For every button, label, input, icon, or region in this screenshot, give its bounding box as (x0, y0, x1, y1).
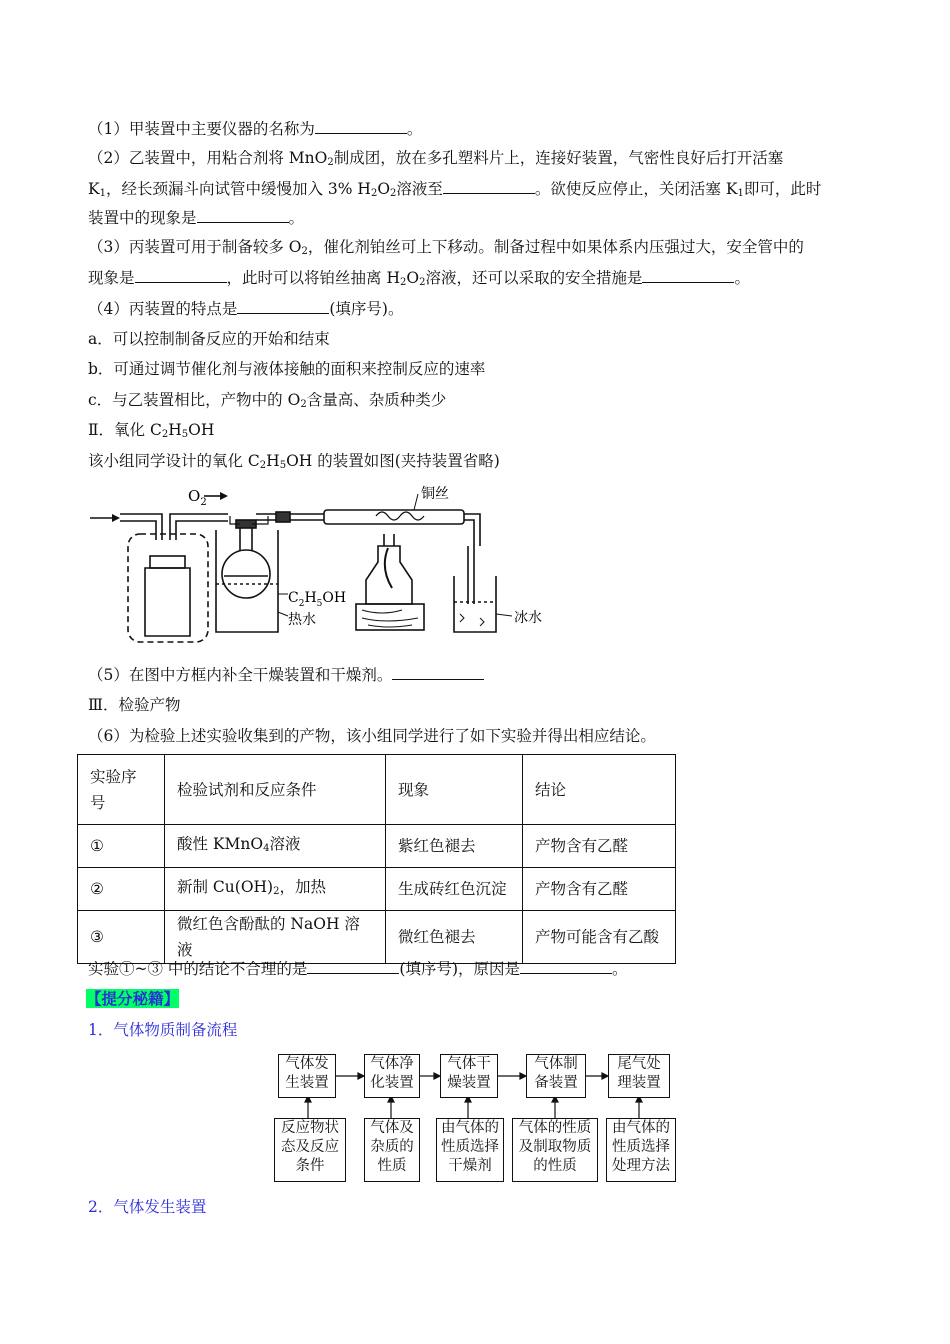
question-3-line-2: 现象是 ，此时可以将铂丝抽离 $H_2O_2$溶液，还可以采取的安全措施是 。 (88, 266, 750, 294)
tips-item-1: 1．气体物质制备流程 (88, 1021, 238, 1039)
flow-note-preparation: 气体的性质 及制取物质 的性质 (512, 1118, 598, 1182)
copper-wire-icon (376, 512, 424, 520)
ethanol-label: $C_2H_5OH$ (288, 590, 347, 609)
header-phenomenon: 现象 (386, 755, 523, 825)
drying-apparatus-box (128, 534, 208, 642)
question-6: （6）为检验上述实验收集到的产物，该小组同学进行了如下实验并得出相应结论。 (88, 727, 656, 745)
header-no: 实验序 号 (78, 755, 165, 825)
wood-block (356, 604, 424, 630)
apparatus-figure (88, 484, 568, 649)
question-1: （1）甲装置中主要仪器的名称为 。 (88, 117, 422, 140)
question-2-line-2: $K_1$，经长颈漏斗向试管中缓慢加入 3% $H_2O_2$溶液至 。欲使反应停止，关闭活塞 $K_1$即可，此时 (88, 177, 821, 205)
tips-item-2: 2．气体发生装置 (88, 1198, 207, 1216)
header-conclusion: 结论 (523, 755, 676, 825)
question-5: （5）在图中方框内补全干燥装置和干燥剂。 (88, 663, 484, 686)
hot-water-label: 热水 (288, 612, 316, 628)
table-header-row (78, 755, 676, 825)
question-6-followup: 实验①~③ 中的结论不合理的是 (填序号)，原因是 。 (88, 957, 628, 980)
tips-title: 【提分秘籍】 (86, 989, 180, 1008)
header-reagent: 检验试剂和反应条件 (165, 755, 386, 825)
answer-blank (315, 117, 407, 134)
gas-preparation-flow-diagram (268, 1048, 688, 1188)
option-c: c．与乙装置相比，产物中的 $O_2$含量高、杂质种类少 (88, 391, 447, 410)
answer-blank (135, 266, 227, 283)
flow-step-drying: 气体干 燥装置 (440, 1054, 498, 1098)
question-2-line-3: 装置中的现象是 。 (88, 206, 304, 229)
answer-blank (237, 297, 329, 314)
flow-step-preparation: 气体制 备装置 (526, 1054, 586, 1098)
flow-step-purification: 气体净 化装置 (364, 1054, 420, 1098)
flow-step-tail-gas: 尾气处 理装置 (608, 1054, 670, 1098)
answer-blank (642, 266, 734, 283)
section-2-title: Ⅱ．氧化 $C_2H_5OH$ (88, 421, 215, 440)
answer-blank (307, 957, 399, 974)
answer-blank (392, 663, 484, 680)
flow-note-generation: 反应物状 态及反应 条件 (274, 1118, 346, 1182)
flow-note-tail-gas: 由气体的 性质选择 处理方法 (606, 1118, 676, 1182)
question-3-line-1: （3）丙装置可用于制备较多 $O_2$，催化剂铂丝可上下移动。制备过程中如果体系内压强过大，安全管中的 (88, 238, 804, 257)
answer-blank (443, 177, 535, 194)
section-2-desc: 该小组同学设计的氧化 $C_2H_5OH$ 的装置如图(夹持装置省略) (88, 452, 500, 471)
option-b: b．可通过调节催化剂与液体接触的面积来控制反应的速率 (88, 360, 486, 378)
flow-note-drying: 由气体的 性质选择 干燥剂 (436, 1118, 504, 1182)
table-row: ① 酸性 KMnO$_4$溶液 紫红色褪去 产物含有乙醛 (78, 825, 676, 868)
copper-label: 铜丝 (421, 486, 449, 502)
question-2-line-1: （2）乙装置中，用粘合剂将 MnO$_2$制成团，放在多孔塑料片上，连接好装置，气密性良好后打开活塞 (88, 149, 784, 168)
flow-note-purification: 气体及 杂质的 性质 (364, 1118, 420, 1182)
option-a: a．可以控制制备反应的开始和结束 (88, 330, 330, 348)
answer-blank (197, 206, 289, 223)
flow-step-generation: 气体发 生装置 (278, 1054, 336, 1098)
answer-blank (520, 957, 612, 974)
table-row: ② 新制 $Cu(OH)_2$，加热 生成砖红色沉淀 产物含有乙醛 (78, 868, 676, 911)
table-row: ③ 微红色含酚酞的 NaOH 溶液 微红色褪去 产物可能含有乙酸 (78, 911, 676, 964)
section-3-title: Ⅲ．检验产物 (88, 696, 181, 714)
ice-water-label: 冰水 (514, 610, 542, 626)
o2-label: $O_2$ (188, 487, 207, 508)
question-4: （4）丙装置的特点是 (填序号)。 (88, 297, 403, 320)
experiment-table (77, 754, 676, 964)
